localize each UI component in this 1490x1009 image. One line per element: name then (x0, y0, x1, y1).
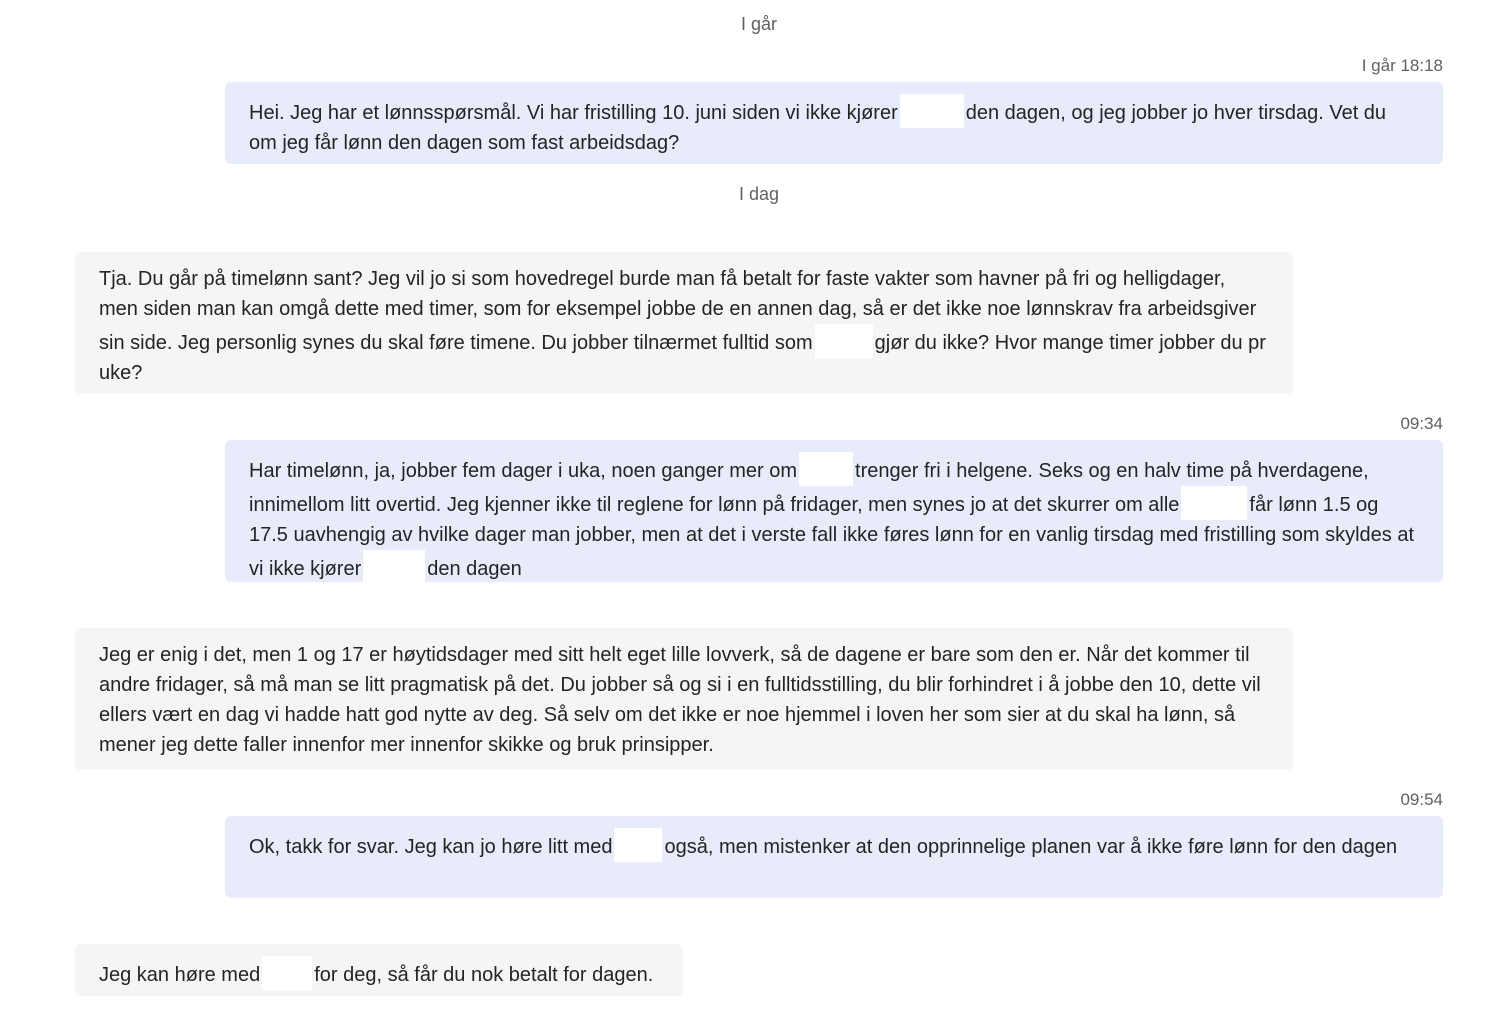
message-text: Jeg kan høre med (99, 964, 261, 986)
message-text: den dagen (427, 558, 522, 580)
message-text: trenger fri i helgene. Seks og en halv time på hverdagene, innimellom litt overtid. Jeg kjenner ikke til reglene for lønn på fridager, men synes jo at det skurrer om alle (249, 460, 1369, 516)
message-text: Tja. Du går på timelønn sant? Jeg vil jo si som hovedregel burde man få betalt for faste vakter som havner på fri og helligdager, men siden man kan omgå dette med timer, som for eksempel jobbe de en annen dag, så er det ikke noe lønnskrav fra arbeidsgiver sin side. Jeg personlig synes du skal føre timene. Du jobber tilnærmet fulltid som (99, 268, 1257, 354)
redacted-name (900, 94, 964, 128)
redacted-name (614, 828, 662, 862)
message-text: Har timelønn, ja, jobber fem dager i uka, noen ganger mer om (249, 460, 798, 482)
message-text: Ok, takk for svar. Jeg kan jo høre litt med (249, 836, 613, 858)
redacted-name (363, 550, 425, 584)
redacted-name (799, 452, 853, 486)
message-text: også, men mistenker at den opprinnelige planen var å ikke føre lønn for den dagen (664, 836, 1398, 858)
message-bubble-received[interactable] (75, 944, 683, 996)
message-text: den dagen, og jeg jobber jo hver tirsdag. Vet du om jeg får lønn den dagen som fast arbeidsdag? (249, 102, 1387, 154)
message-text: gjør du ikke? Hvor mange timer jobber du pr uke? (99, 332, 1266, 384)
day-divider-today: I dag (738, 184, 780, 204)
message-text: får lønn 1.5 og 17.5 uavhengig av hvilke dager man jobber, men at det i verste fall ikke føres lønn for en vanlig tirsdag med fristilling som skyldes at vi ikke kjører (249, 494, 1415, 580)
redacted-name (262, 956, 312, 990)
message-bubble-sent[interactable] (225, 440, 1443, 582)
message-bubble-received[interactable] (75, 252, 1293, 394)
message-text: Jeg er enig i det, men 1 og 17 er høytidsdager med sitt helt eget lille lovverk, så de dagene er bare som den er. Når det kommer til andre fridager, så må man se litt pragmatisk på det. Du jobber så og si i en fulltidsstilling, du blir forhindret i å jobbe den 10, dette vil ellers vært en dag vi hadde hatt god nytte av deg. Så selv om det ikke er noe hjemmel i loven her som sier at du skal ha lønn, så mener jeg dette faller innenfor mer innenfor skikke og bruk prinsipper. (99, 644, 1261, 756)
message-bubble-received[interactable] (75, 628, 1293, 770)
redacted-name (1181, 486, 1247, 520)
message-timestamp: 09:54 (1400, 790, 1443, 809)
message-timestamp: 09:34 (1400, 414, 1443, 433)
day-divider-yesterday: I går (740, 14, 778, 34)
message-text: Hei. Jeg har et lønnsspørsmål. Vi har fristilling 10. juni siden vi ikke kjører (249, 102, 898, 124)
message-timestamp: I går 18:18 (1361, 56, 1443, 75)
message-text: for deg, så får du nok betalt for dagen. (314, 964, 654, 986)
message-bubble-sent[interactable] (225, 816, 1443, 898)
redacted-name (815, 324, 873, 358)
message-bubble-sent[interactable] (225, 82, 1443, 164)
